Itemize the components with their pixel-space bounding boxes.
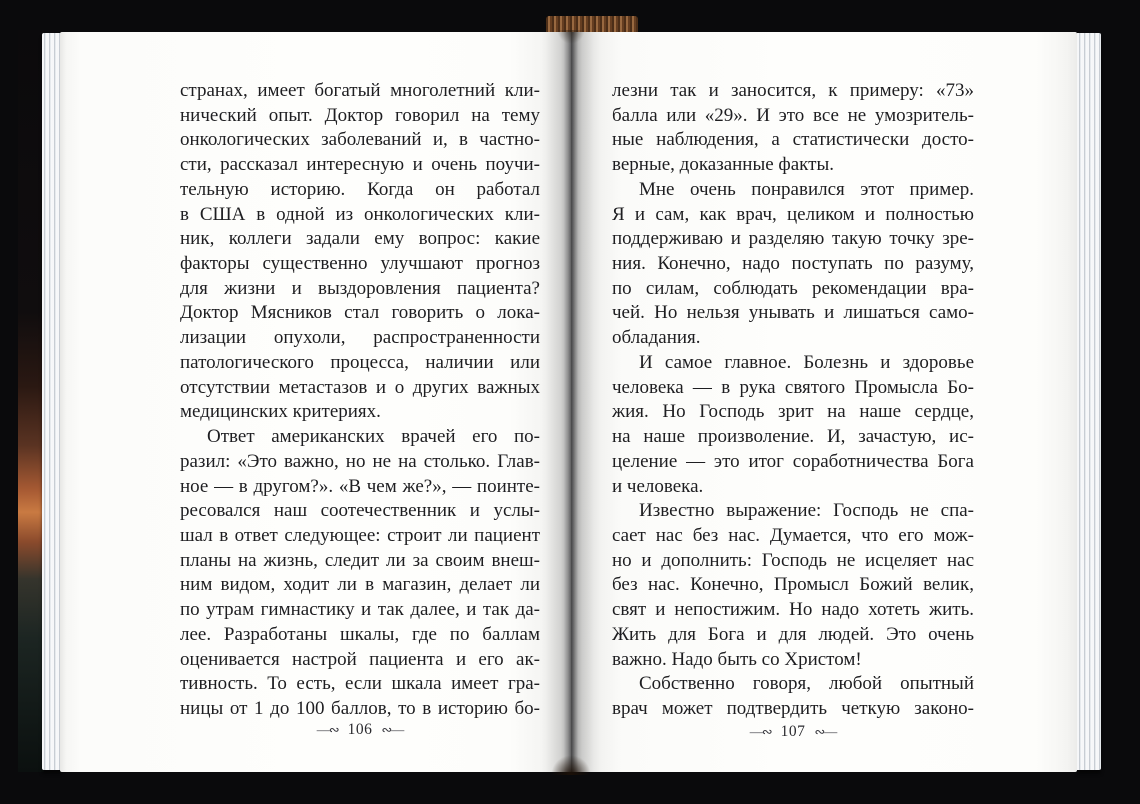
text-line: ницы от 1 до 100 баллов, то в историю бо-	[180, 697, 540, 719]
text-line: чей. Но нельзя унывать и лишаться само-	[612, 302, 974, 324]
text-line: обладания.	[612, 327, 701, 349]
book-cover-edge	[18, 30, 44, 772]
text-line: оценивается настрой пациента и его ак-	[180, 648, 540, 670]
text-line: сает нас без нас. Думается, что его мож-	[612, 524, 974, 546]
text-line: патологического процесса, наличии или	[180, 351, 540, 373]
text-line: ное — в другом?». «В чем же?», — поинте-	[180, 475, 540, 497]
page-edges-left	[42, 33, 62, 770]
folio-ornament-right: ∾—	[381, 722, 404, 737]
text-line: лезни так и заносится, к примеру: «73»	[612, 80, 974, 101]
text-line: ные наблюдения, а статистически досто-	[612, 129, 974, 151]
left-page-number	[180, 721, 540, 739]
text-line: онкологических заболеваний и, в частно-	[180, 129, 540, 151]
text-line: важно. Надо быть со Христом!	[612, 648, 862, 670]
text-line: Мне очень понравился этот пример.	[639, 178, 974, 200]
text-line: Собственно говоря, любой опытный	[639, 673, 974, 695]
folio-ornament-right: ∾—	[814, 724, 837, 739]
text-line: лизации опухоли, распространенности	[180, 327, 540, 349]
text-line: свят и непостижим. Но надо хотеть жить.	[612, 599, 974, 621]
text-line: странах, имеет богатый многолетний кли-	[180, 80, 540, 101]
text-line: факторы существенно улучшают прогноз	[180, 253, 540, 275]
page-number-label: 107	[780, 723, 806, 740]
text-line: в США в одной из онкологических кли-	[180, 203, 540, 225]
text-line: Известно выражение: Господь не спа-	[639, 500, 974, 522]
text-line: жия. Но Господь зрит на наше сердце,	[612, 401, 974, 423]
gutter-shadow	[541, 32, 601, 772]
text-line: поддерживаю и разделяю такую точку зре-	[612, 228, 974, 250]
text-line: по силам, соблюдать рекомендации вра-	[612, 277, 974, 299]
text-line: сти, рассказал интересную и очень поучи-	[180, 154, 540, 176]
text-line: ник, коллеги задали ему вопрос: какие	[180, 228, 540, 250]
text-line: верные, доказанные факты.	[612, 154, 834, 176]
text-line: тивность. То есть, если шкала имеет гра-	[180, 673, 540, 695]
page-number-label: 106	[347, 721, 373, 738]
text-line: по утрам гимнастику и так далее, и так да-	[180, 599, 540, 621]
text-line: ним видом, ходит ли в магазин, делает ли	[180, 574, 540, 596]
folio-ornament-left: —∾	[316, 722, 339, 737]
text-line: но и дополнить: Господь не исцеляет нас	[612, 549, 974, 571]
text-line: для жизни и выздоровления пациента?	[180, 277, 540, 299]
folio-ornament-left: —∾	[749, 724, 772, 739]
left-page-text	[180, 79, 540, 722]
text-line: разил: «Это важно, но не на столько. Глав-	[180, 450, 540, 472]
text-line: ния. Конечно, надо поступать по разуму,	[612, 253, 974, 275]
text-line: Доктор Мясников стал говорить о лока-	[180, 302, 540, 324]
text-line: человека — в рука святого Промысла Бо-	[612, 376, 974, 398]
right-page-text	[612, 79, 974, 722]
text-line: и человека.	[612, 475, 704, 497]
text-line: Я и сам, как врач, целиком и полностью	[612, 203, 974, 225]
text-line: балла или «29». И это все не умозритель-	[612, 104, 974, 126]
right-page-number	[612, 723, 974, 741]
text-line: И самое главное. Болезнь и здоровье	[639, 351, 974, 373]
text-line: нический опыт. Доктор говорил на тему	[180, 104, 540, 126]
text-line: на наше произволение. И, зачастую, ис-	[612, 426, 974, 448]
text-line: без нас. Конечно, Промысл Божий велик,	[612, 574, 974, 596]
text-line: тельную историю. Когда он работал	[180, 178, 540, 200]
text-line: целение — это итог соработничества Бога	[612, 450, 974, 472]
text-line: шал в ответ следующее: строит ли пациент	[180, 524, 540, 546]
text-line: медицинских критериях.	[180, 401, 381, 423]
text-line: лее. Разработаны шкалы, где по баллам	[180, 623, 540, 645]
text-line: планы на жизнь, следит ли за своим внеш-	[180, 549, 540, 571]
text-line: Ответ американских врачей его по-	[207, 426, 540, 448]
text-line: врач может подтвердить четкую законо-	[612, 697, 974, 719]
text-line: отсутствии метастазов и о других важных	[180, 376, 540, 398]
page-edges-right	[1077, 33, 1101, 770]
text-line: Жить для Бога и для людей. Это очень	[612, 623, 974, 645]
text-line: ресовался наш соотечественник и услы-	[180, 500, 540, 522]
